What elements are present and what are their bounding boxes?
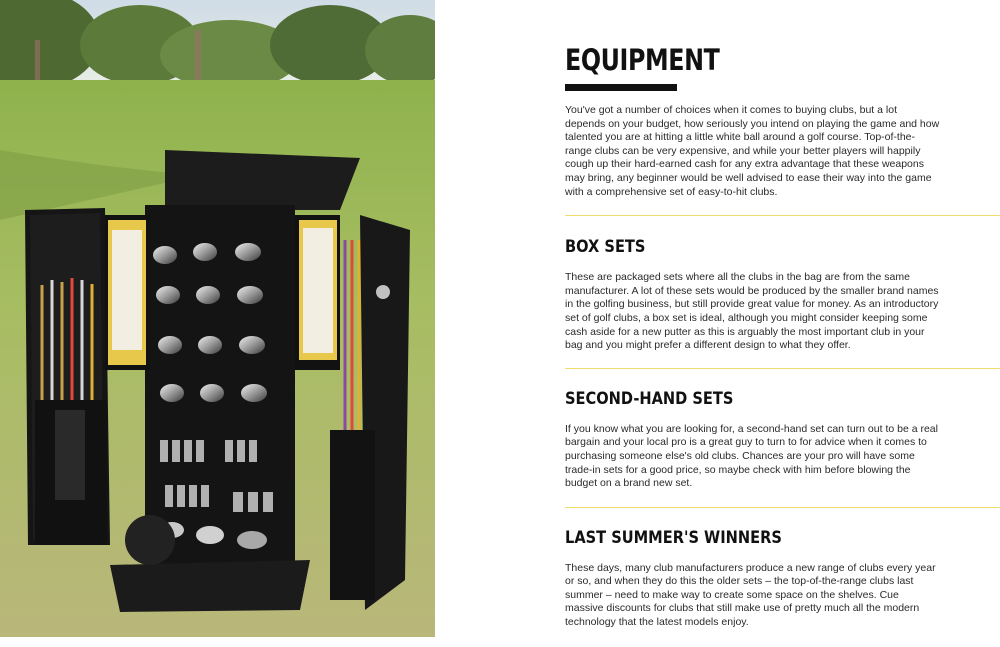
intro-paragraph: You've got a number of choices when it comes to buying clubs, but a lot depends on your budget, how seriously you intend on playing the game and how talented you are at hitting a little white ball around a golf course. Top-of-the-range clubs can be very expensive, and while your better players will happily cough up their hard-earned cash for any extra advantage that these weapons may bring, any beginner would be well advised to ease their way into the game with a comprehensive set of easy-to-hit clubs.: [565, 104, 940, 198]
section-divider: [565, 507, 1000, 508]
section-heading: BOX SETS: [565, 237, 646, 258]
section-second-hand-sets: [565, 389, 1000, 491]
section-divider: [565, 215, 1000, 216]
golf-club-cabinet-photo: [0, 0, 435, 637]
section-body: These are packaged sets where all the clubs in the bag are from the same manufacturer. A lot of these sets would be produced by the smaller brand names in the golfing business, but still provide great value for money. As an introductory set of golf clubs, a box set is ideal, although you might consider keeping some cash aside for a new putter as this is arguably the most important club in your bag and you might prefer a different design to what they offer.: [565, 271, 939, 352]
section-heading: LAST SUMMER'S WINNERS: [565, 527, 782, 548]
section-heading: SECOND-HAND SETS: [565, 388, 734, 409]
section-box-sets: [565, 237, 1000, 353]
section-last-summers-winners: [565, 528, 1000, 630]
section-body: These days, many club manufacturers produce a new range of clubs every year or so, and when they do this the older sets – the top-of-the-range clubs last summer – need to make way to create some space on the shelves. Cue massive discounts for clubs that still make use of pretty much all the modern technology that the latest models enjoy.: [565, 561, 936, 629]
section-divider: [565, 368, 1000, 369]
title-underline-bar: [565, 84, 677, 91]
section-body: If you know what you are looking for, a second-hand set can turn out to be a real bargain and your local pro is a great guy to turn to for advice when it comes to purchasing someone else's old clubs. Chances are your pro will have some trade-in sets for a good price, so maybe check with him before blowing the budget on a brand new set.: [565, 422, 938, 490]
page-title: EQUIPMENT: [565, 43, 720, 77]
article-content: [565, 42, 1000, 630]
